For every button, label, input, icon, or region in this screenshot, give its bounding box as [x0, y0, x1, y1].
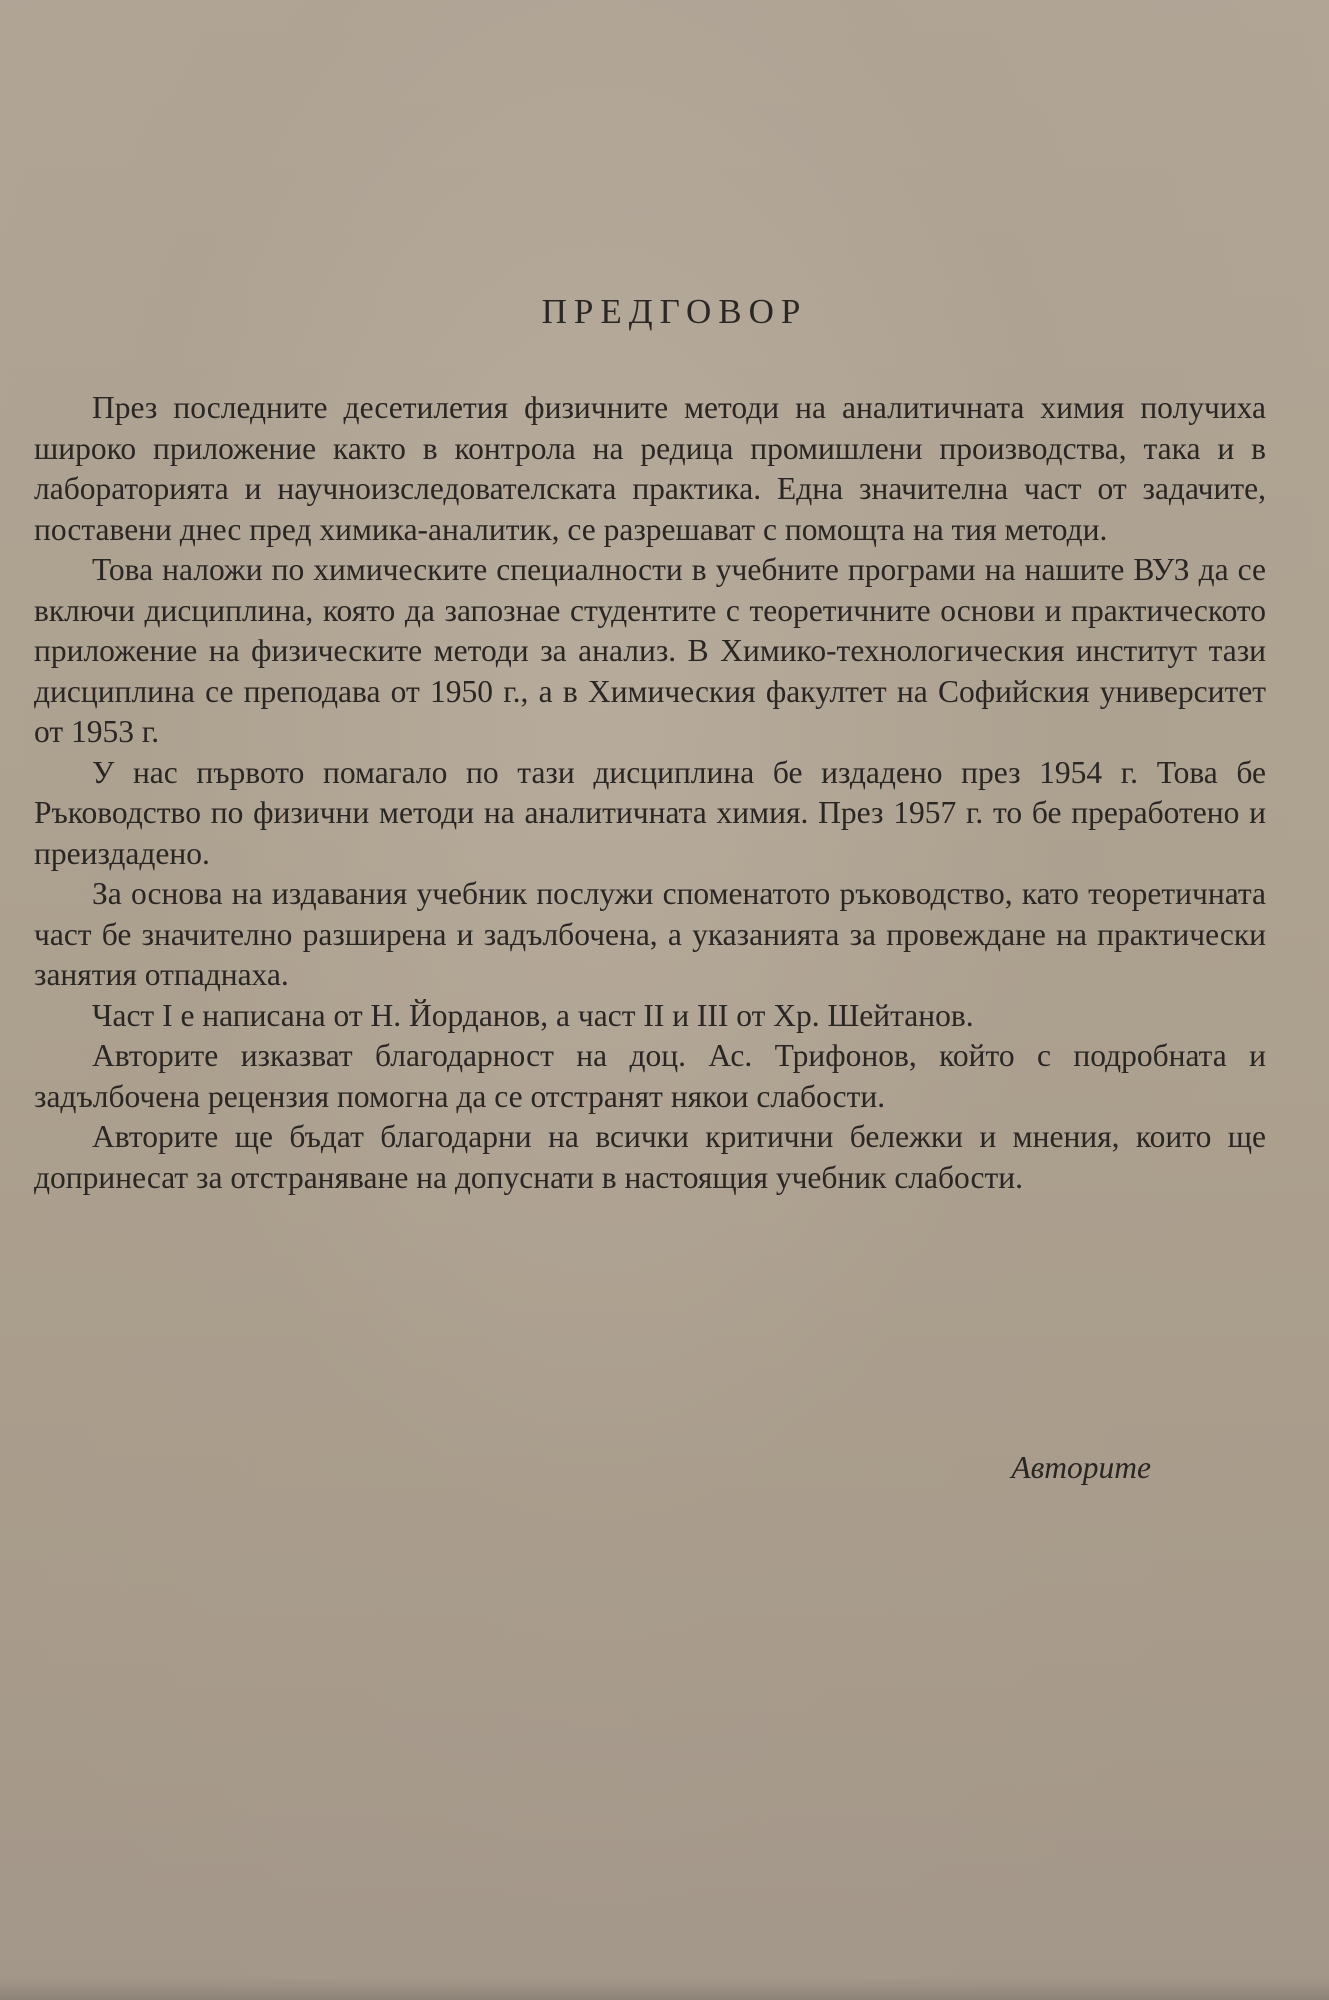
preface-body [34, 388, 1266, 1198]
paragraph-2: Това наложи по химическите специалности в учебните програми на нашите ВУЗ да се включи дисциплина, която да запознае студентите с теоретичните основи и практическото приложение на физическите методи за анализ. В Химико-технологическия институт тази дисциплина се преподава от 1950 г., а в Химическия факултет на Софийския университет от 1953 г. [34, 552, 1266, 749]
page-title: ПРЕДГОВОР [541, 292, 808, 331]
paragraph-5: Част I е написана от Н. Йорданов, а част II и III от Хр. Шейтанов. [92, 997, 974, 1033]
authors-signature: Авторите [1011, 1450, 1151, 1485]
paragraph-1: През последните десетилетия физичните методи на аналитичната химия получиха широко приложение както в контрола на редица промишлени производства, така и в лабораторията и научноизследователската практика. Една значителна част от задачите, поставени днес пред химика-аналитик, се разрешават с помощта на тия методи. [34, 390, 1266, 547]
paragraph-4: За основа на издавания учебник послужи споменатото ръководство, като теоретичната част бе значително разширена и задълбочена, а указанията за провеждане на практически занятия отпаднаха. [34, 876, 1266, 992]
paragraph-3: У нас първото помагало по тази дисциплина бе издадено през 1954 г. Това бе Ръководство по физични методи на аналитичната химия. През 1957 г. то бе преработено и преиздадено. [34, 754, 1266, 871]
paragraph-6: Авторите изказват благодарност на доц. Ас. Трифонов, който с подробната и задълбочена рецензия помогна да се отстранят някои слабости. [34, 1038, 1266, 1114]
paragraph-7: Авторите ще бъдат благодарни на всички критични бележки и мнения, които ще допринесат за отстраняване на допуснати в настоящия учебник слабости. [34, 1119, 1266, 1195]
